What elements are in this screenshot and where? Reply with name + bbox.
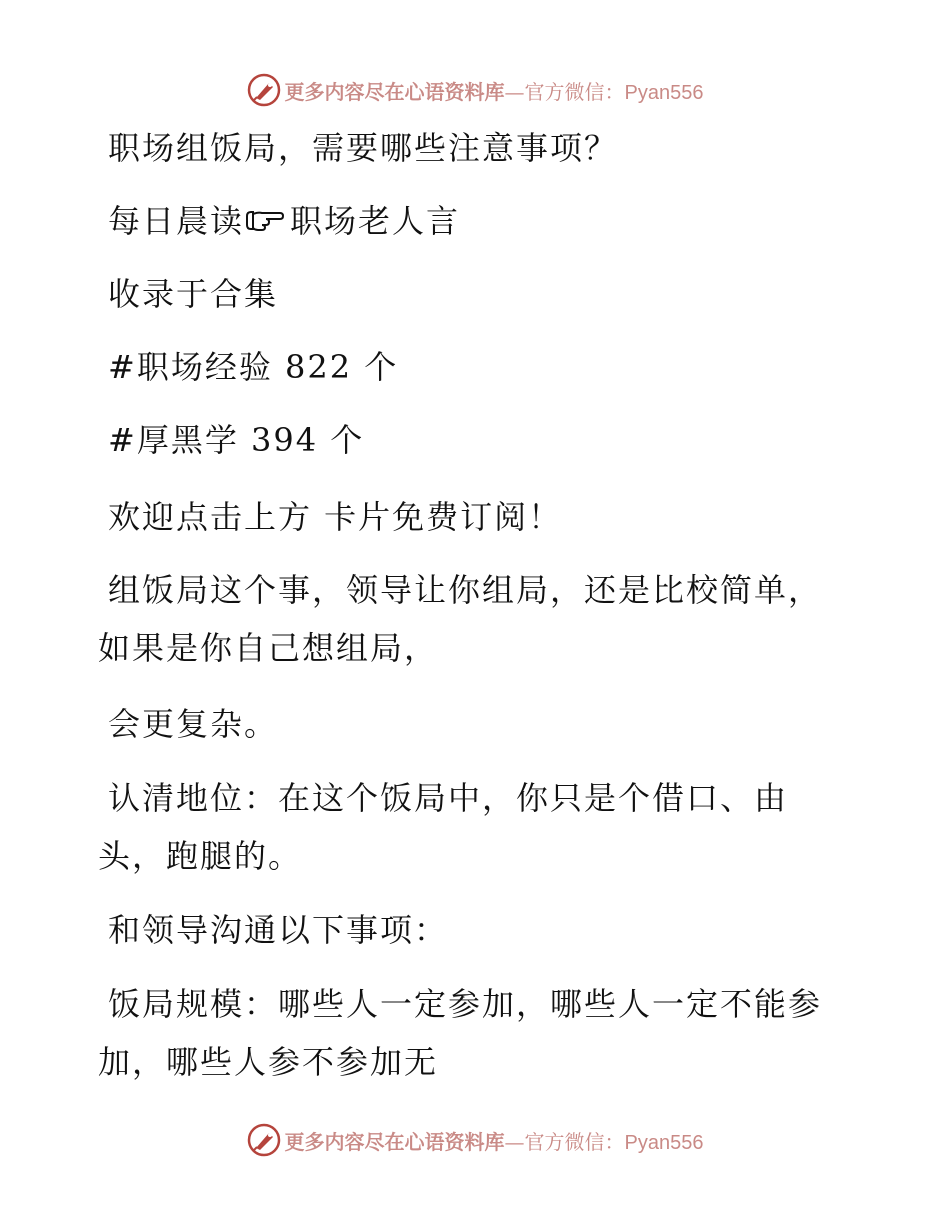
watermark-wechat-label: 官方微信： — [524, 79, 625, 104]
watermark-dash: — — [504, 1129, 525, 1154]
watermark-main-text: 更多内容尽在心语资料库 — [284, 79, 505, 104]
paragraph-line: 如果是你自己想组局， — [98, 629, 439, 667]
series-prefix: 每日晨读 — [108, 202, 245, 240]
watermark-wechat-label: 官方微信： — [524, 1129, 625, 1154]
watermark-wechat-id: Pyan556 — [624, 1131, 704, 1154]
paragraph-line: 组饭局这个事，领导让你组局，还是比校简单， — [108, 571, 823, 609]
pen-nib-logo-icon — [247, 73, 281, 107]
paragraph-line: 和领导沟通以下事项： — [108, 911, 449, 949]
watermark-dash: — — [504, 79, 525, 104]
tag-thick-black-theory[interactable]: #厚黑学 394 个 — [108, 421, 365, 459]
paragraph-line: 饭局规模：哪些人一定参加，哪些人一定不能参 — [108, 985, 823, 1023]
paragraph-line: 加，哪些人参不参加无 — [98, 1043, 439, 1081]
subscribe-prompt: 欢迎点击上方 卡片免费订阅！ — [108, 498, 563, 536]
watermark-main-text: 更多内容尽在心语资料库 — [284, 1129, 505, 1154]
paragraph-line: 认清地位：在这个饭局中，你只是个借口、由 — [108, 779, 789, 817]
paragraph-line: 头，跑腿的。 — [98, 837, 303, 875]
series-name: 职场老人言 — [290, 202, 461, 240]
tag-workplace-experience[interactable]: #职场经验 822 个 — [108, 348, 399, 386]
watermark-wechat-id: Pyan556 — [624, 81, 704, 104]
paragraph-line: 会更复杂。 — [108, 705, 279, 743]
footer-watermark-banner — [0, 1120, 950, 1160]
pointing-hand-icon — [244, 207, 284, 235]
watermark-text — [285, 1126, 704, 1155]
series-line — [108, 201, 460, 241]
header-watermark-banner — [0, 70, 950, 110]
pen-nib-logo-icon — [247, 1123, 281, 1157]
article-title: 职场组饭局，需要哪些注意事项？ — [108, 129, 619, 167]
watermark-text — [285, 76, 704, 105]
collection-label: 收录于合集 — [108, 275, 279, 313]
